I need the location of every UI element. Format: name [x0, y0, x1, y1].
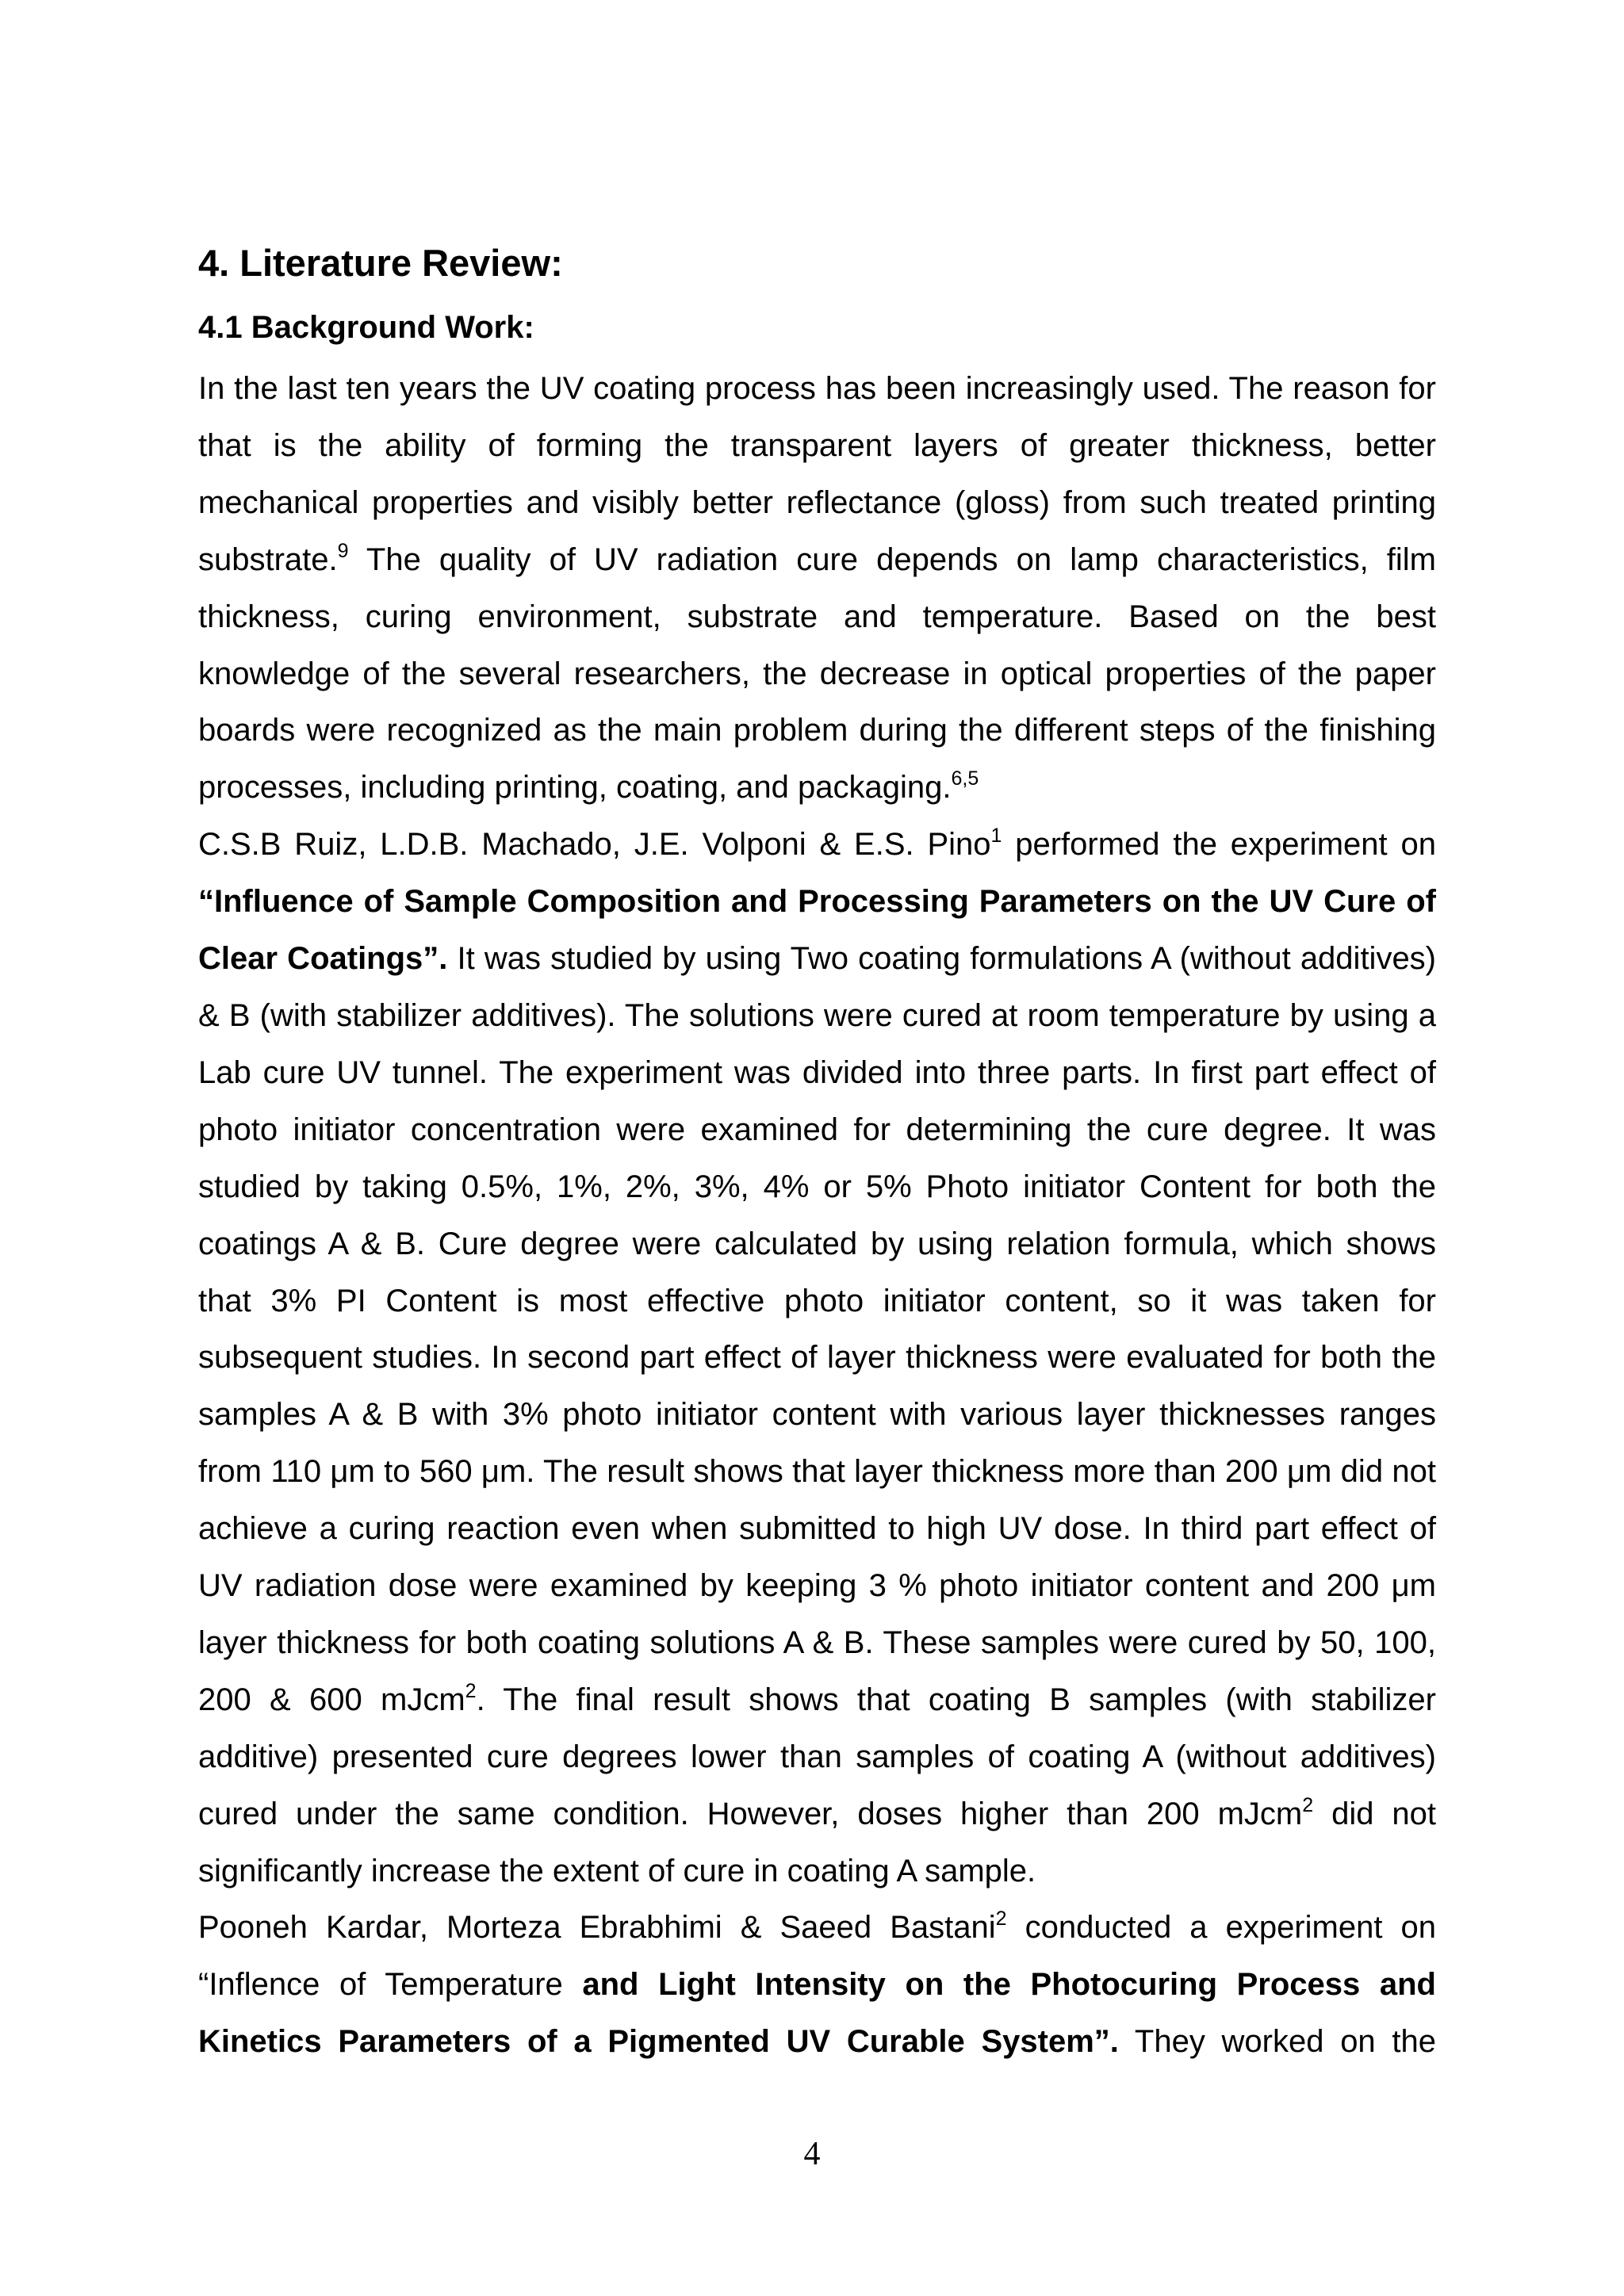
paragraph-text: The quality of UV radiation cure depends on lamp characteristics, film thickness, curing environment, substrate and temperature. Based on the best knowledge of the several researchers, the decrease in optical properties of the paper boards were recognized as the main problem during the different steps of the finishing processes, including printing, coating, and packaging.: [198, 541, 1436, 806]
unit-exponent: 2: [465, 1679, 477, 1702]
study-title: “Influence of Sample Composition and Processing Parameters on the UV Cure of Clear Coatings”.: [198, 884, 1436, 977]
citation-ref: 2: [995, 1908, 1007, 1931]
study-authors: Pooneh Kardar, Morteza Ebrabhimi & Saeed Bastani: [198, 1910, 996, 1946]
unit-exponent: 2: [1302, 1793, 1314, 1816]
citation-ref: 9: [337, 539, 349, 562]
paragraph-text: performed the experiment on: [1002, 827, 1436, 863]
paragraph-kardar-study: [198, 1900, 1436, 2071]
paragraph-text: It was studied by using Two coating formulations A (without additives) & B (with stabilizer additives). The solutions were cured at room temperature by using a Lab cure UV tunnel. The experiment was divided into three parts. In first part effect of photo initiator concentration were examined for determining the cure degree. It was studied by taking 0.5%, 1%, 2%, 3%, 4% or 5% Photo initiator Content for both the coatings A & B. Cure degree were calculated by using relation formula, which shows that 3% PI Content is most effective photo initiator content, so it was taken for subsequent studies. In second part effect of layer thickness were evaluated for both the samples A & B with 3% photo initiator content with various layer thicknesses ranges from 110 μm to 560 μm. The result shows that layer thickness more than 200 μm did not achieve a curing reaction even when submitted to high UV dose. In third part effect of UV radiation dose were examined by keeping 3 % photo initiator content and 200 μm layer thickness for both coating solutions A & B. These samples were cured by 50, 100, 200 & 600 mJcm: [198, 941, 1437, 1717]
citation-ref: 6,5: [951, 767, 979, 790]
paragraph-text: did not significantly increase the extent of cure in coating A sample.: [198, 1796, 1436, 1888]
paragraph-ruiz-study: [198, 817, 1436, 1900]
paragraph-background: [198, 361, 1436, 817]
paragraph-text: They worked on the: [1118, 2024, 1436, 2060]
section-heading: 4. Literature Review:: [198, 242, 563, 284]
study-title-bold: and Light Intensity on the Photocuring Process and Kinetics Parameters of a Pigmented UV Curable System”.: [198, 1967, 1436, 2060]
study-title-plain: “Inflence of Temperature: [198, 1967, 583, 2003]
paragraph-text: In the last ten years the UV coating process has been increasingly used. The reason for that is the ability of forming the transparent layers of greater thickness, better mechanical properties and visibly better reflectance (gloss) from such treated printing substrate.: [198, 371, 1436, 577]
subsection-heading: 4.1 Background Work:: [198, 310, 534, 345]
paragraph-text: . The final result shows that coating B samples (with stabilizer additive) presented cure degrees lower than samples of coating A (without additives) cured under the same condition. However, doses higher than 200 mJcm: [198, 1682, 1436, 1831]
body-text: [198, 361, 1436, 2071]
study-authors: C.S.B Ruiz, L.D.B. Machado, J.E. Volponi & E.S. Pino: [198, 827, 991, 863]
page-number: 4: [803, 2136, 821, 2172]
paragraph-text: conducted a experiment on: [1006, 1910, 1437, 1946]
citation-ref: 1: [990, 825, 1002, 848]
